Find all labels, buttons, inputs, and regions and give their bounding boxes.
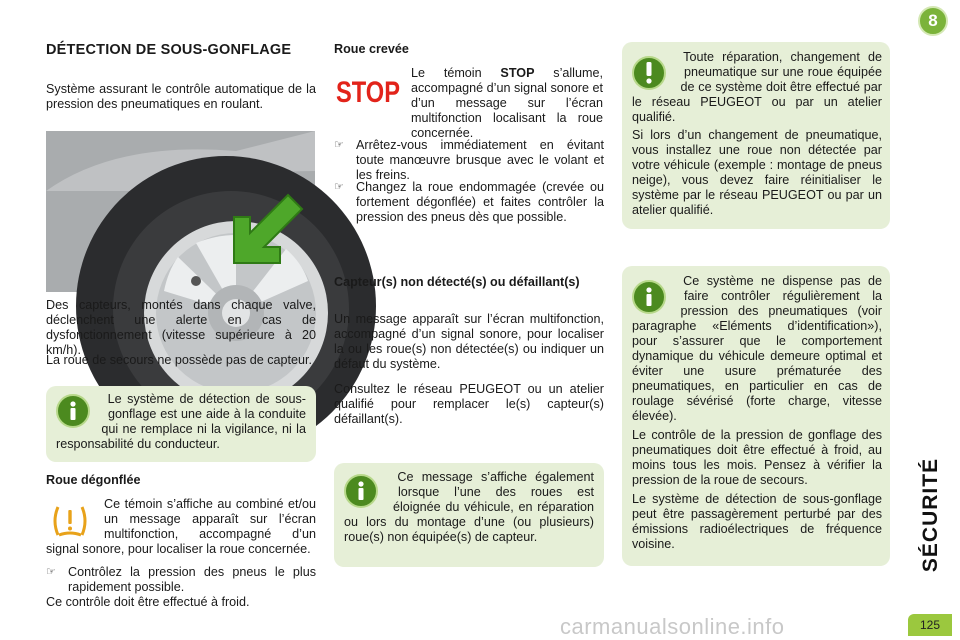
bullet-change-wheel: ☞ Changez la roue endommagée (crevée ou fortement dégonflée) et faites contrôler la pression des pneus dès que possible. <box>334 180 604 224</box>
intro-text: Système assurant le contrôle automatique de la pression des pneumatiques en roulant. <box>46 82 316 111</box>
stop-light-text: Le témoin STOP s’allume, accompagné d’un signal sonore et d’un message sur l’écran multifonction localisant la roue concernée. <box>411 66 603 140</box>
sensors-text: Des capteurs, montés dans chaque valve, déclenchent une alerte en cas de dysfonctionnement (vitesse supérieure à 20 km/h). <box>46 298 316 357</box>
bullet-stop-immediately: ☞ Arrêtez-vous immédiatement en évitant toute manœuvre brusque avec le volant et les freins. <box>334 138 604 182</box>
bullet-check-pressure: ☞ Contrôlez la pression des pneus le plus rapidement possible. <box>46 565 316 594</box>
page-number: 125 <box>908 614 952 636</box>
info-box-driving-aid <box>46 386 316 462</box>
stop-warning-icon <box>336 74 402 108</box>
sub-heading-sensor-fault: Capteur(s) non détecté(s) ou défaillant(s) <box>334 275 580 289</box>
bullet-arrow-icon: ☞ <box>334 181 344 193</box>
warning-light-text: Ce témoin s’affiche au combiné et/ou un message apparaît sur l’écran multifonction, accompagné d’un signal sonore, pour localiser la roue concernée. <box>46 497 316 556</box>
green-arrow-icon <box>226 191 306 266</box>
spare-wheel-text: La roue de secours ne possède pas de capteur. <box>46 353 313 367</box>
regular-check-text: Ce système ne dispense pas de faire contrôler régulièrement la pression des pneumatiques (voir paragraphe «Eléments d’identification»), pour s’assurer que le comportement dynamique du véhicule demeure optimal et éviter une usure prématurée des pneumatiques, en particulier en cas de roulage sévérisé (forte charge, vitesse élevée). <box>632 274 882 423</box>
bullet-arrow-icon: ☞ <box>334 139 344 151</box>
info-box-text: Le système de détection de sous-gonflage est une aide à la conduite qui ne remplace ni la vigilance, ni la responsabilité du conducteur. <box>56 392 306 451</box>
interference-text: Le système de détection de sous-gonflage peut être passagèrement perturbé par des émissions radioélectriques de fréquence voisine. <box>632 492 882 551</box>
sub-heading-deflated: Roue dégonflée <box>46 473 141 487</box>
monthly-check-text: Le contrôle de la pression de gonflage des pneumatiques doit être effectué à froid, au moins tous les mois. Pensez à vérifier la pression de la roue de secours. <box>632 428 882 487</box>
chapter-number-badge: 8 <box>918 6 948 36</box>
info-box-text: Ce message s’affiche également lorsque l’une des roues est éloignée du véhicule, en réparation ou lors du montage d’une (ou plusieurs) roue(s) non équipée(s) de capteur. <box>344 470 594 544</box>
consult-network-text: Consultez le réseau PEUGEOT ou un atelier qualifié pour remplacer le(s) capteur(s) défaillant(s). <box>334 382 604 426</box>
info-icon <box>344 474 378 508</box>
wheel-illustration <box>46 131 315 292</box>
svg-text:STOP: STOP <box>336 76 400 109</box>
sub-heading-puncture: Roue crevée <box>334 42 409 56</box>
warning-box-repair <box>622 42 890 229</box>
info-icon <box>56 394 90 428</box>
stop-label: STOP <box>500 66 535 80</box>
snow-tyres-text: Si lors d’un changement de pneumatique, vous installez une roue non détectée par votre véhicule (exemple : montage de pneus neige), vous devez faire réinitialiser le système par le réseau PEUGEOT ou par un atelier qualifié. <box>632 128 882 217</box>
exclamation-icon <box>632 56 666 90</box>
tyre-pressure-warning-icon <box>50 501 90 541</box>
cold-check-text: Ce contrôle doit être effectué à froid. <box>46 595 250 609</box>
watermark: carmanualsonline.info <box>560 614 785 639</box>
info-box-message <box>334 463 604 567</box>
deflated-block <box>46 497 316 557</box>
sensor-fault-text: Un message apparaît sur l’écran multifonction, accompagné d’un signal sonore, pour localiser la ou les roue(s) non détectée(s) ou indiquer un défaut du système. <box>334 312 604 371</box>
bullet-arrow-icon: ☞ <box>46 566 56 578</box>
section-heading: DÉTECTION DE SOUS-GONFLAGE <box>46 42 292 58</box>
repair-text: Toute réparation, changement de pneumatique sur une roue équipée de ce système doit être effectué par le réseau PEUGEOT ou par un atelier qualifié. <box>632 50 882 124</box>
chapter-title: SÉCURITÉ <box>919 457 942 573</box>
info-box-regular-check <box>622 266 890 566</box>
info-icon <box>632 280 666 314</box>
